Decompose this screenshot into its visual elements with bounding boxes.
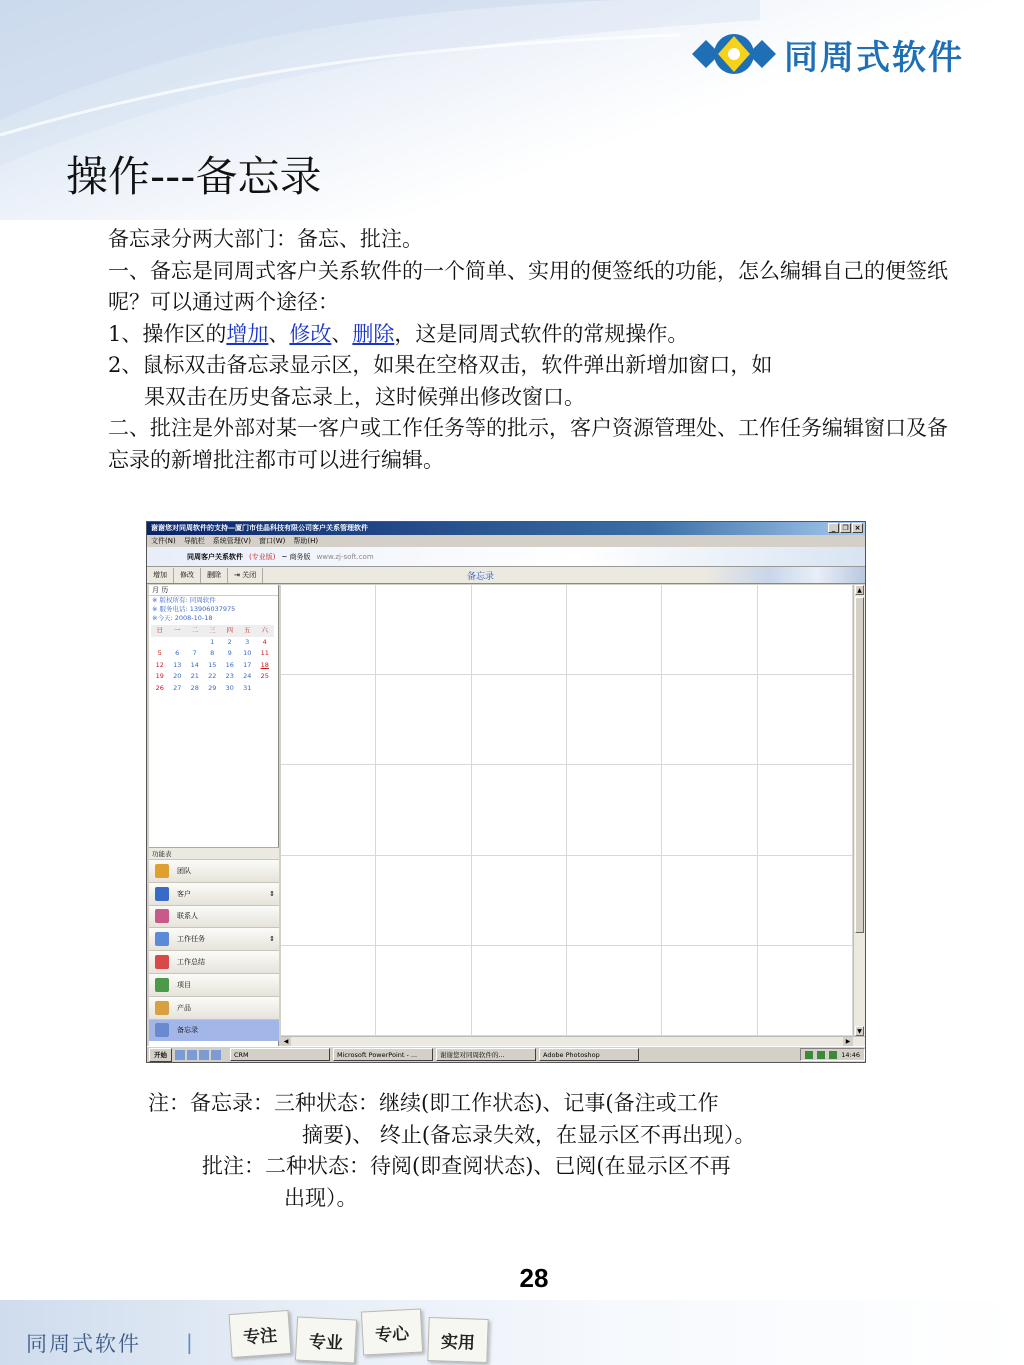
function-list	[149, 847, 279, 1041]
banner-url: www.zj-soft.com	[316, 552, 374, 561]
calendar-day[interactable]: 11	[260, 649, 269, 657]
calendar-day[interactable]: 5	[157, 649, 162, 657]
summary-icon	[155, 955, 169, 969]
footer-separator: |	[186, 1330, 193, 1354]
function-products[interactable]	[149, 996, 279, 1019]
note-line-3: 批注：二种状态：待阅(即查阅状态)、已阅(在显示区不再	[202, 1154, 731, 1178]
calendar-day[interactable]: 27	[173, 683, 182, 692]
link-edit[interactable]: 修改	[289, 321, 332, 346]
link-delete[interactable]: 删除	[352, 321, 395, 346]
scroll-up-icon[interactable]: ▲	[855, 585, 864, 595]
close-door-icon: ⇥	[234, 570, 243, 579]
calendar-day[interactable]: 29	[208, 683, 217, 692]
toolbar-delete-button[interactable]: 删除	[201, 568, 228, 583]
function-team-label: 团队	[177, 866, 191, 875]
footer-stamp-dedicated: 专心	[361, 1308, 423, 1355]
sep-2: 、	[331, 321, 353, 346]
function-customer[interactable]	[149, 882, 279, 905]
function-customer-label: 客户	[177, 889, 191, 898]
calendar-week	[151, 637, 274, 649]
function-contacts-label: 联系人	[177, 912, 198, 921]
footer-brand: 同周式软件	[26, 1332, 141, 1356]
expand-icon: ⇕	[269, 935, 275, 944]
calendar-day[interactable]: 17	[243, 660, 252, 669]
calendar-day[interactable]: 26	[155, 683, 164, 692]
footer-band	[0, 1300, 1024, 1365]
calendar-day-today[interactable]: 18	[260, 660, 269, 669]
paragraph-annotation: 二、批注是外部对某一客户或工作任务等的批示，客户资源管理处、工作任务编辑窗口及备忘录的新增批注都市可以进行编辑。	[108, 416, 948, 472]
function-products-label: 产品	[177, 1003, 191, 1012]
calendar-day[interactable]: 16	[225, 660, 234, 669]
info-copyright: ※ 版权所有: 同周软件	[152, 596, 216, 604]
memo-content	[147, 585, 865, 1046]
calendar-day[interactable]	[151, 637, 169, 649]
start-button[interactable]: 开始	[149, 1048, 172, 1062]
expand-icon: ⇕	[269, 889, 275, 898]
system-tray	[800, 1048, 865, 1061]
windows-taskbar	[147, 1046, 865, 1062]
tasks-icon	[155, 932, 169, 946]
footer-stamp-focus: 专注	[229, 1310, 292, 1358]
banner-title: 同周客户关系软件	[187, 552, 243, 561]
menu-navigation[interactable]: 导航栏	[183, 537, 205, 545]
note-line-1: 注：备忘录：三种状态：继续(即工作状态)、记事(备注或工作	[148, 1091, 719, 1115]
method-1-suffix: ，这是同周式软件的常规操作。	[394, 321, 689, 346]
calendar-day[interactable]: 30	[225, 683, 234, 692]
info-lines	[149, 596, 278, 623]
info-today: ※今天: 2008-10-18	[152, 614, 213, 622]
calendar-day[interactable]: 9	[227, 649, 232, 657]
task-powerpoint[interactable]: Microsoft PowerPoint - ...	[333, 1048, 433, 1061]
function-projects-label: 项目	[177, 980, 191, 989]
calendar-day[interactable]	[256, 683, 274, 695]
function-list-header: 功能表	[149, 847, 279, 859]
quick-launch-icon[interactable]	[211, 1050, 221, 1060]
menu-system[interactable]: 系统管理(V)	[212, 537, 251, 545]
calendar-week	[151, 660, 274, 672]
calendar-header: 月 历	[149, 585, 278, 596]
calendar-week	[151, 683, 274, 695]
calendar-day[interactable]: 22	[208, 672, 217, 680]
info-phone: ※ 服务电话: 13906037975	[152, 605, 236, 613]
function-team[interactable]	[149, 859, 279, 882]
menu-help[interactable]: 帮助(H)	[293, 537, 319, 545]
calendar-day[interactable]: 15	[208, 660, 217, 669]
tray-icon[interactable]	[805, 1051, 813, 1059]
vertical-scrollbar[interactable]	[853, 585, 865, 1036]
task-crm-window[interactable]: 谢谢您对同周软件的...	[436, 1048, 536, 1061]
products-icon	[155, 1001, 169, 1015]
function-contacts[interactable]	[149, 905, 279, 928]
contacts-icon	[155, 909, 169, 923]
scroll-down-icon[interactable]: ▼	[855, 1026, 864, 1036]
paragraph-method-2-line1: 2、鼠标双击备忘录显示区，如果在空格双击，软件弹出新增加窗口，如	[108, 353, 773, 377]
banner-user: ~ 商务版	[281, 552, 311, 561]
weekday: 五	[244, 626, 251, 634]
slide-title: 操作---备忘录	[66, 152, 322, 201]
calendar-day[interactable]: 1	[210, 637, 215, 646]
task-crm[interactable]: CRM	[230, 1048, 330, 1061]
calendar-day[interactable]: 4	[262, 637, 267, 646]
toolbar-add-button[interactable]: 增加	[147, 568, 174, 583]
function-summary[interactable]	[149, 950, 279, 973]
note-block	[148, 1088, 888, 1214]
footer-stamp-practical: 实用	[427, 1317, 488, 1363]
function-tasks-label: 工作任务	[177, 935, 205, 944]
paragraph-memo: 一、备忘是同周式客户关系软件的一个简单、实用的便签纸的功能，怎么编辑自己的便签纸呢？可以通过两个途径：	[108, 258, 948, 314]
quick-launch-icon[interactable]	[199, 1050, 209, 1060]
memo-icon	[155, 1023, 169, 1037]
quick-launch	[175, 1050, 221, 1060]
function-memo-label: 备忘录	[177, 1026, 198, 1035]
weekday: 三	[209, 626, 216, 634]
body-text	[108, 224, 968, 476]
function-tasks[interactable]	[149, 927, 279, 950]
customer-icon	[155, 887, 169, 901]
app-banner	[147, 547, 865, 567]
panel-title: 备忘录	[467, 572, 495, 582]
window-buttons	[828, 523, 863, 533]
toolbar-decoration	[705, 567, 865, 583]
function-projects[interactable]	[149, 973, 279, 996]
calendar-weekdays	[151, 625, 274, 637]
restore-button[interactable]: ❐	[840, 523, 851, 533]
logo-mark-icon	[688, 24, 780, 84]
calendar	[149, 625, 274, 694]
calendar-day[interactable]: 2	[227, 637, 232, 646]
paragraph-method-2-line2: 果双击在历史备忘录上，这时候弹出修改窗口。	[144, 384, 585, 409]
team-icon	[155, 864, 169, 878]
calendar-day[interactable]: 31	[243, 683, 252, 692]
weekday: 二	[191, 626, 198, 634]
task-photoshop[interactable]: Adobe Photoshop	[539, 1048, 639, 1061]
weekday: 六	[261, 626, 268, 634]
method-1-prefix: 1、操作区的	[108, 321, 227, 346]
sep-1: 、	[268, 321, 290, 346]
toolbar-edit-button[interactable]: 修改	[174, 568, 201, 583]
calendar-day[interactable]	[186, 637, 204, 649]
calendar-day[interactable]: 23	[225, 672, 234, 680]
window-titlebar	[147, 522, 865, 535]
toolbar-close-button[interactable]	[228, 568, 263, 583]
link-add[interactable]: 增加	[226, 321, 269, 346]
quick-launch-icon[interactable]	[175, 1050, 185, 1060]
paragraph-method-1	[108, 319, 968, 351]
calendar-day[interactable]: 3	[245, 637, 250, 646]
brand-logo	[688, 24, 998, 84]
projects-chart-icon	[155, 978, 169, 992]
banner-edition: (专业版)	[249, 552, 276, 561]
calendar-day[interactable]: 6	[175, 649, 180, 657]
calendar-day[interactable]: 10	[243, 649, 252, 657]
calendar-day[interactable]: 24	[243, 672, 252, 680]
function-summary-label: 工作总结	[177, 958, 205, 967]
calendar-week	[151, 671, 274, 683]
footer-stamp-professional: 专业	[295, 1316, 357, 1363]
calendar-day[interactable]: 12	[155, 660, 164, 669]
scroll-left-icon[interactable]: ◀	[281, 1037, 291, 1046]
memo-toolbar	[147, 567, 865, 584]
logo-text: 同周式软件	[784, 37, 964, 78]
calendar-day[interactable]: 19	[155, 672, 164, 680]
tray-icon[interactable]	[829, 1051, 837, 1059]
calendar-day[interactable]	[169, 637, 187, 649]
page-number: 28	[519, 1263, 549, 1293]
menu-window[interactable]: 窗口(W)	[258, 537, 286, 545]
weekday: 日	[156, 626, 163, 634]
minimize-button[interactable]: _	[828, 523, 839, 533]
calendar-day[interactable]: 25	[260, 672, 269, 680]
calendar-day[interactable]: 20	[173, 672, 182, 680]
menu-bar	[147, 535, 865, 547]
calendar-day[interactable]: 7	[192, 649, 197, 657]
calendar-day[interactable]: 28	[190, 683, 199, 692]
menu-file[interactable]: 文件(N)	[151, 537, 176, 545]
scroll-thumb[interactable]	[855, 597, 864, 933]
note-line-2: 摘要)、 终止(备忘录失效，在显示区不再出现）。	[302, 1122, 756, 1147]
window-title: 谢谢您对同周软件的支持—厦门市佳晶科技有限公司客户关系管理软件	[151, 524, 368, 532]
quick-launch-icon[interactable]	[187, 1050, 197, 1060]
function-memo[interactable]	[149, 1019, 279, 1042]
scroll-right-icon[interactable]: ▶	[843, 1037, 853, 1046]
calendar-day[interactable]: 8	[210, 649, 215, 657]
tray-icon[interactable]	[817, 1051, 825, 1059]
memo-display-area[interactable]	[281, 585, 853, 1036]
calendar-day[interactable]: 21	[190, 672, 199, 680]
close-button[interactable]: ×	[852, 523, 863, 533]
note-line-4: 出现）。	[284, 1185, 358, 1210]
app-screenshot	[146, 521, 866, 1063]
weekday: 一	[174, 626, 181, 634]
calendar-day[interactable]: 14	[190, 660, 199, 669]
toolbar-close-label: 关闭	[242, 570, 257, 579]
left-panel	[149, 585, 279, 1046]
weekday: 四	[226, 626, 233, 634]
clock: 14:46	[841, 1050, 860, 1059]
calendar-day[interactable]: 13	[173, 660, 182, 669]
paragraph-intro: 备忘录分两大部门：备忘、批注。	[108, 227, 423, 251]
horizontal-scrollbar[interactable]	[281, 1036, 865, 1046]
calendar-week	[151, 648, 274, 660]
